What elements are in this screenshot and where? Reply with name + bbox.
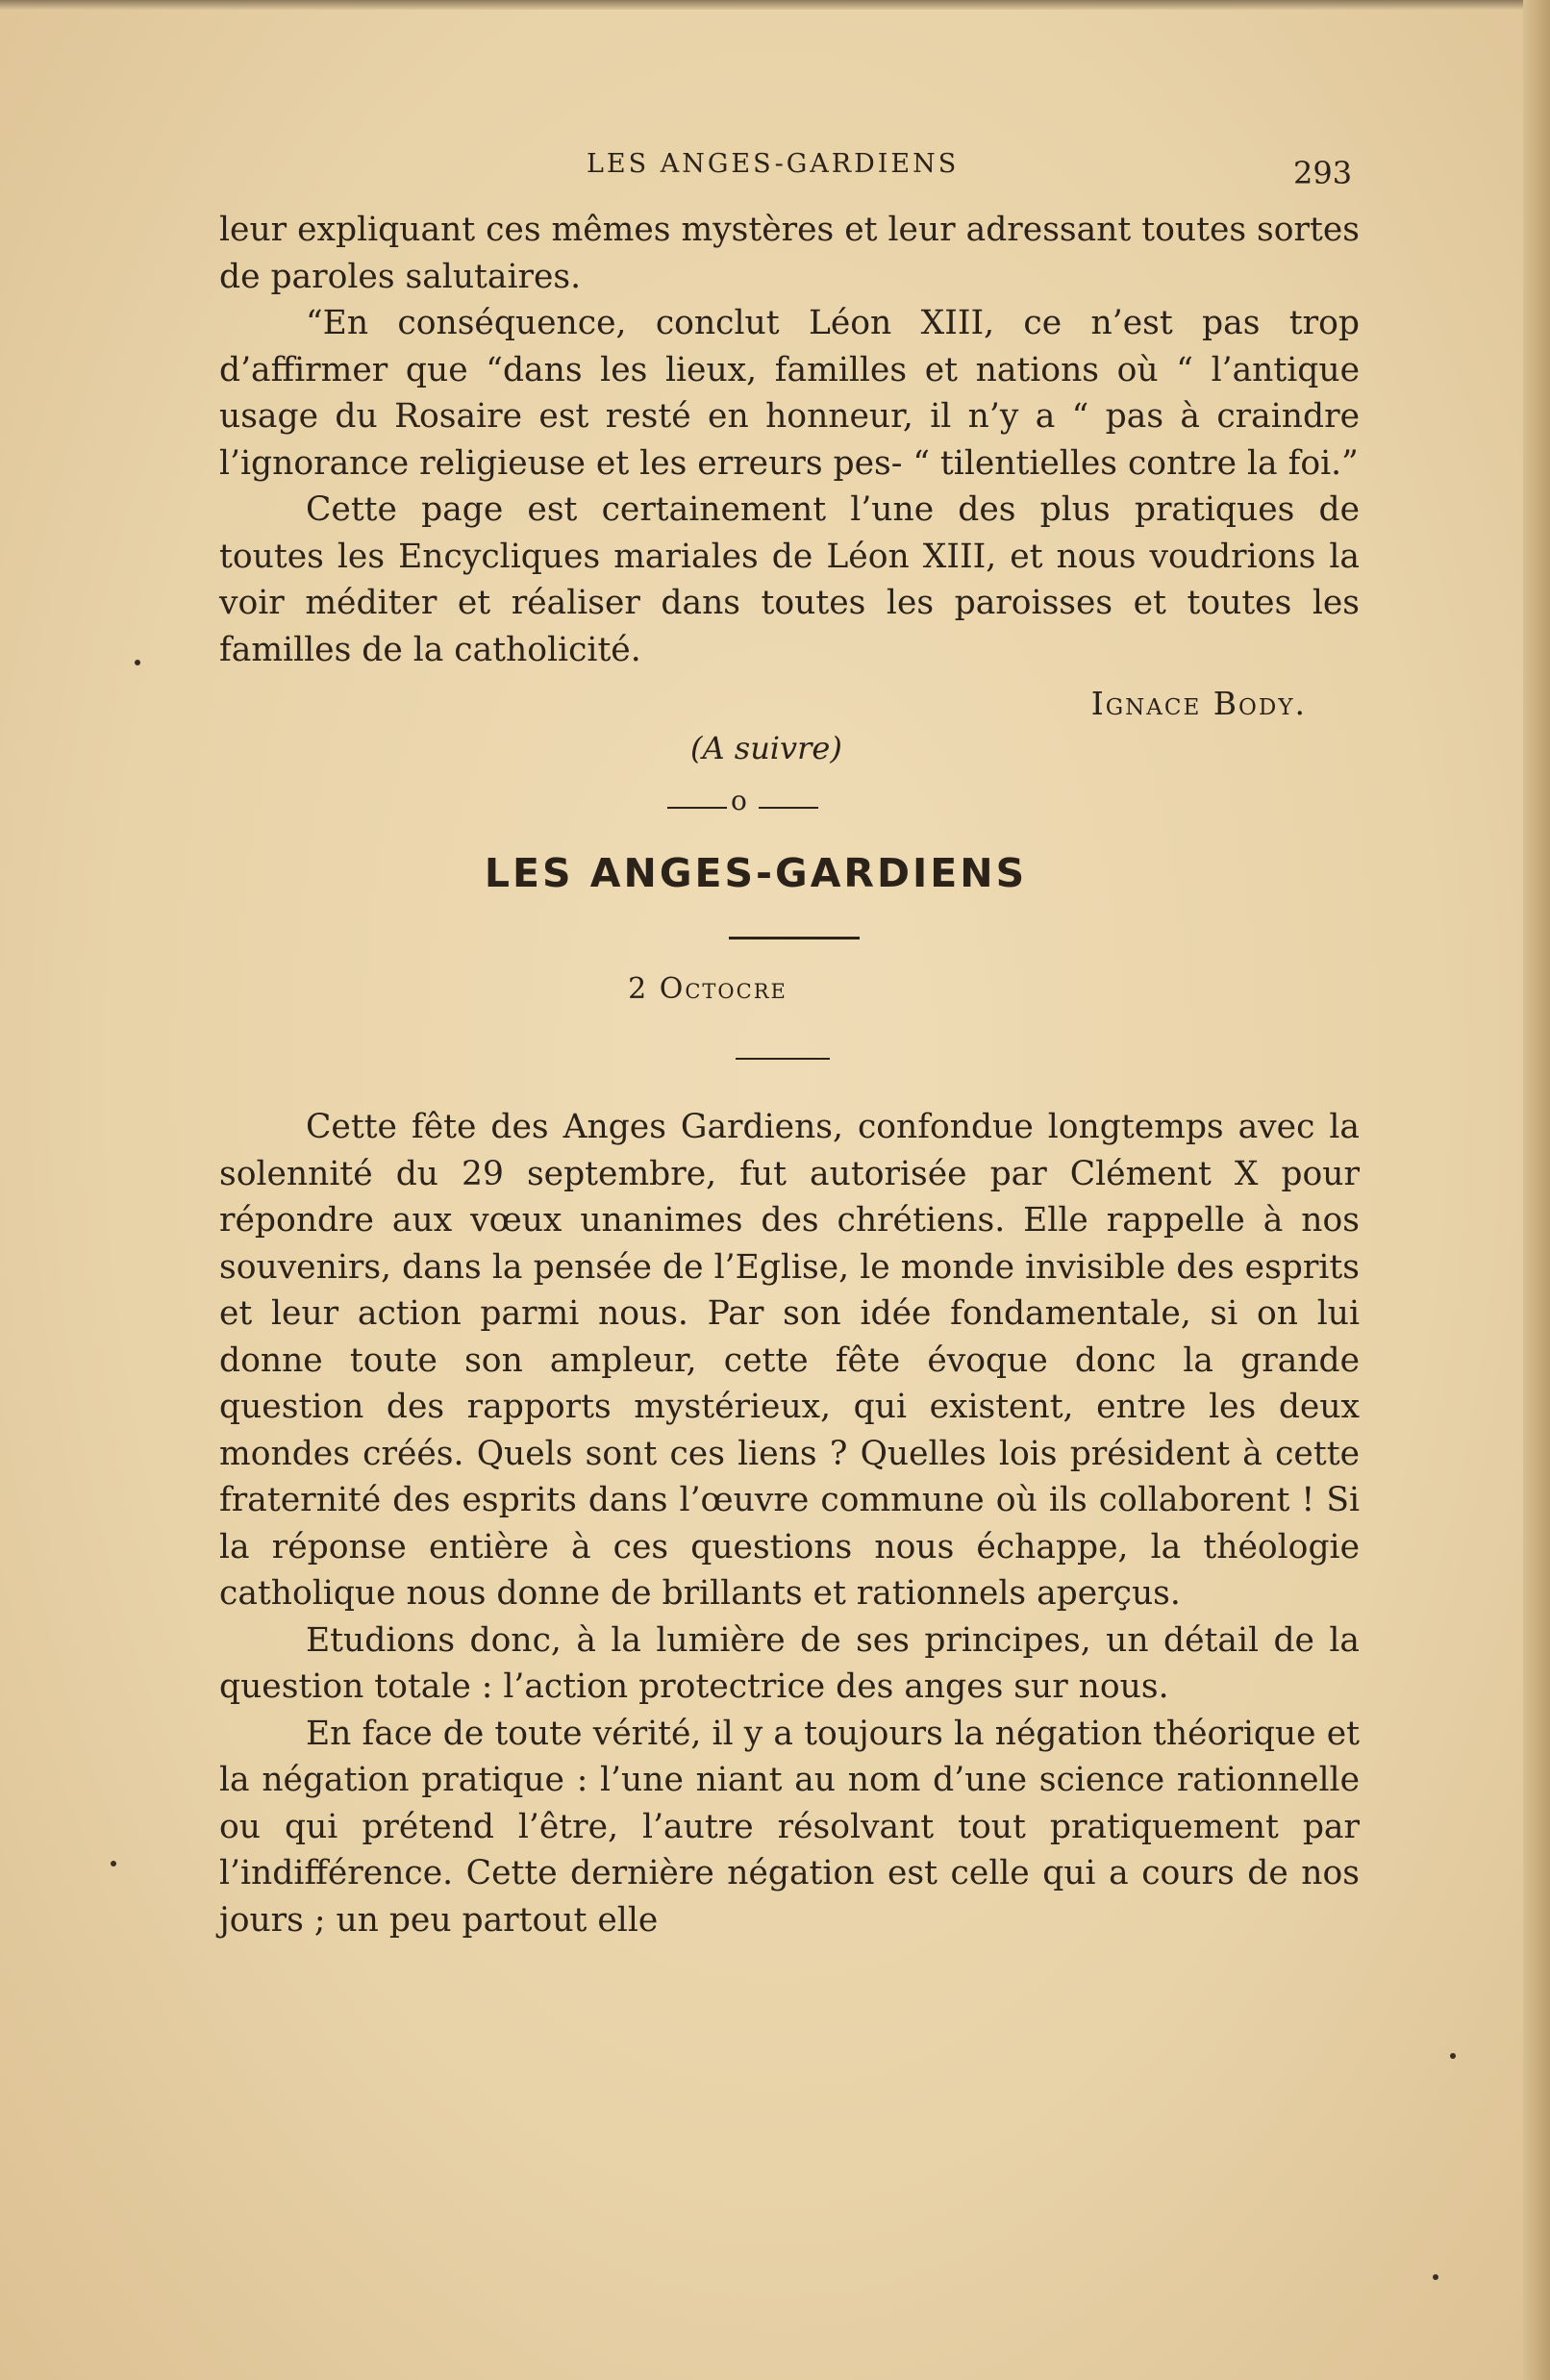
paragraph-continued: leur expliquant ces mêmes mystères et leur adressant toutes sortes de paroles salutaires.	[219, 211, 1360, 296]
page-right-edge	[1523, 0, 1550, 2380]
page-top-edge	[0, 0, 1550, 10]
page-number: 293	[1293, 155, 1353, 191]
running-title: LES ANGES-GARDIENS	[587, 149, 960, 179]
article-body	[219, 1104, 1360, 1943]
author-signature: Ignace Body.	[1090, 685, 1307, 722]
paper-speck	[1433, 2274, 1438, 2280]
title-rule	[729, 937, 860, 939]
paragraph-conclusion: Cette page est certainement l’une des plus pratiques de toutes les Encycliques mariales de Léon XIII, et nous voudrions la voir méditer et réaliser dans toutes les paroisses et toutes les familles de la catholicité.	[219, 490, 1360, 669]
separator-line-left	[667, 807, 727, 809]
separator-line-right	[759, 807, 818, 809]
date-rule	[736, 1058, 830, 1060]
article-paragraph-2: Etudions donc, à la lumière de ses principes, un détail de la question totale : l’action protectrice des anges sur nous.	[219, 1620, 1360, 1706]
section-separator	[219, 779, 1360, 835]
paper-speck	[1450, 2053, 1456, 2059]
article-title: LES ANGES-GARDIENS	[484, 850, 1028, 896]
article-date: 2 Octocre	[628, 972, 788, 1006]
paragraph-quote: “En conséquence, conclut Léon XIII, ce n’est pas trop d’affirmer que “dans les lieux, familles et nations où “ l’antique usage du Rosaire est resté en honneur, il n’y a “ pas à craindre l’ignorance religieuse et les erreurs pes- “ tilentielles contre la foi.”	[219, 304, 1360, 483]
running-header	[0, 149, 1550, 191]
paper-speck	[111, 1861, 116, 1866]
separator-mark: o	[731, 785, 747, 816]
article-paragraph-1: Cette fête des Anges Gardiens, confondue longtemps avec la solennité du 29 septembre, fut autorisée par Clément X pour répondre aux vœux unanimes des chrétiens. Elle rappelle à nos souvenirs, dans la pensée de l’Eglise, le monde invisible des esprits et leur action parmi nous. Par son idée fondamentale, si on lui donne toute son ampleur, cette fête évoque donc la grande question des rapports mystérieux, qui existent, entre les deux mondes créés. Quels sont ces liens ? Quelles lois président à cette fraternité des esprits dans l’œuvre commune où ils collaborent ! Si la réponse entière à ces questions nous échappe, la théologie catholique nous donne de brillants et rationnels aperçus.	[219, 1108, 1360, 1613]
to-be-continued: (A suivre)	[690, 730, 842, 766]
text-block	[219, 207, 1360, 1943]
article-paragraph-3: En face de toute vérité, il y a toujours la négation théorique et la négation pratique : l’une niant au nom d’une science rationnelle ou qui prétend l’être, l’autre résolvant tout pratiquement par l’indifférence. Cette dernière négation est celle qui a cours de nos jours ; un peu partout elle	[219, 1714, 1360, 1940]
paper-speck	[135, 660, 140, 665]
